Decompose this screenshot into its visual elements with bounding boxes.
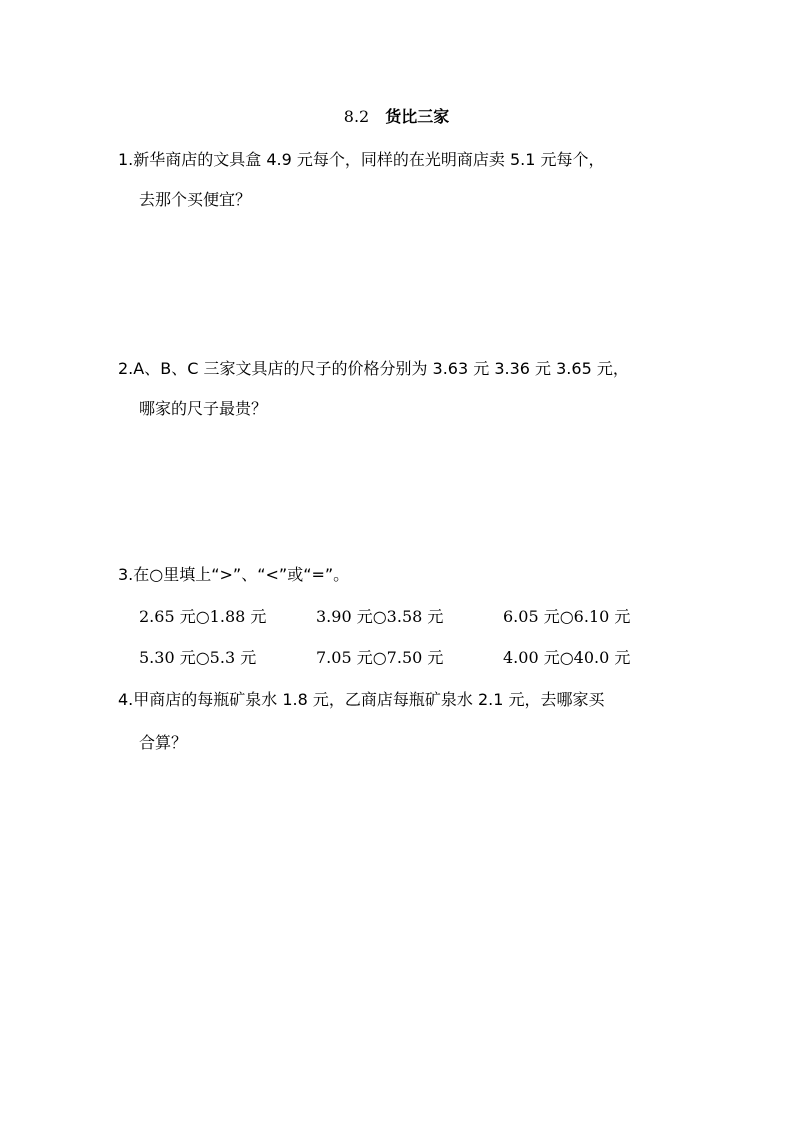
section-title: 货比三家 bbox=[385, 107, 450, 126]
comparison-item: 4.00 元○40.0 元 bbox=[503, 648, 631, 667]
page-title bbox=[0, 104, 793, 127]
section-number: 8.2 bbox=[343, 107, 370, 126]
question-4-line-1: 4.甲商店的每瓶矿泉水 1.8 元，乙商店每瓶矿泉水 2.1 元，去哪家买 bbox=[118, 690, 605, 709]
question-3-line-1: 3.在○里填上“>”、“<”或“=”。 bbox=[118, 565, 350, 584]
question-2-line-2: 哪家的尺子最贵？ bbox=[139, 399, 268, 418]
comparison-item: 5.30 元○5.3 元 bbox=[139, 648, 257, 667]
question-2-line-1: 2.A、B、C 三家文具店的尺子的价格分别为 3.63 元 3.36 元 3.65 元， bbox=[118, 359, 629, 378]
question-1-line-1: 1.新华商店的文具盒 4.9 元每个，同样的在光明商店卖 5.1 元每个， bbox=[118, 150, 605, 169]
comparison-item: 3.90 元○3.58 元 bbox=[316, 607, 444, 626]
question-1-line-2: 去那个买便宜？ bbox=[139, 190, 252, 209]
comparison-item: 6.05 元○6.10 元 bbox=[503, 607, 631, 626]
comparison-item: 7.05 元○7.50 元 bbox=[316, 648, 444, 667]
question-4-line-2: 合算？ bbox=[139, 733, 188, 752]
comparison-item: 2.65 元○1.88 元 bbox=[139, 607, 267, 626]
